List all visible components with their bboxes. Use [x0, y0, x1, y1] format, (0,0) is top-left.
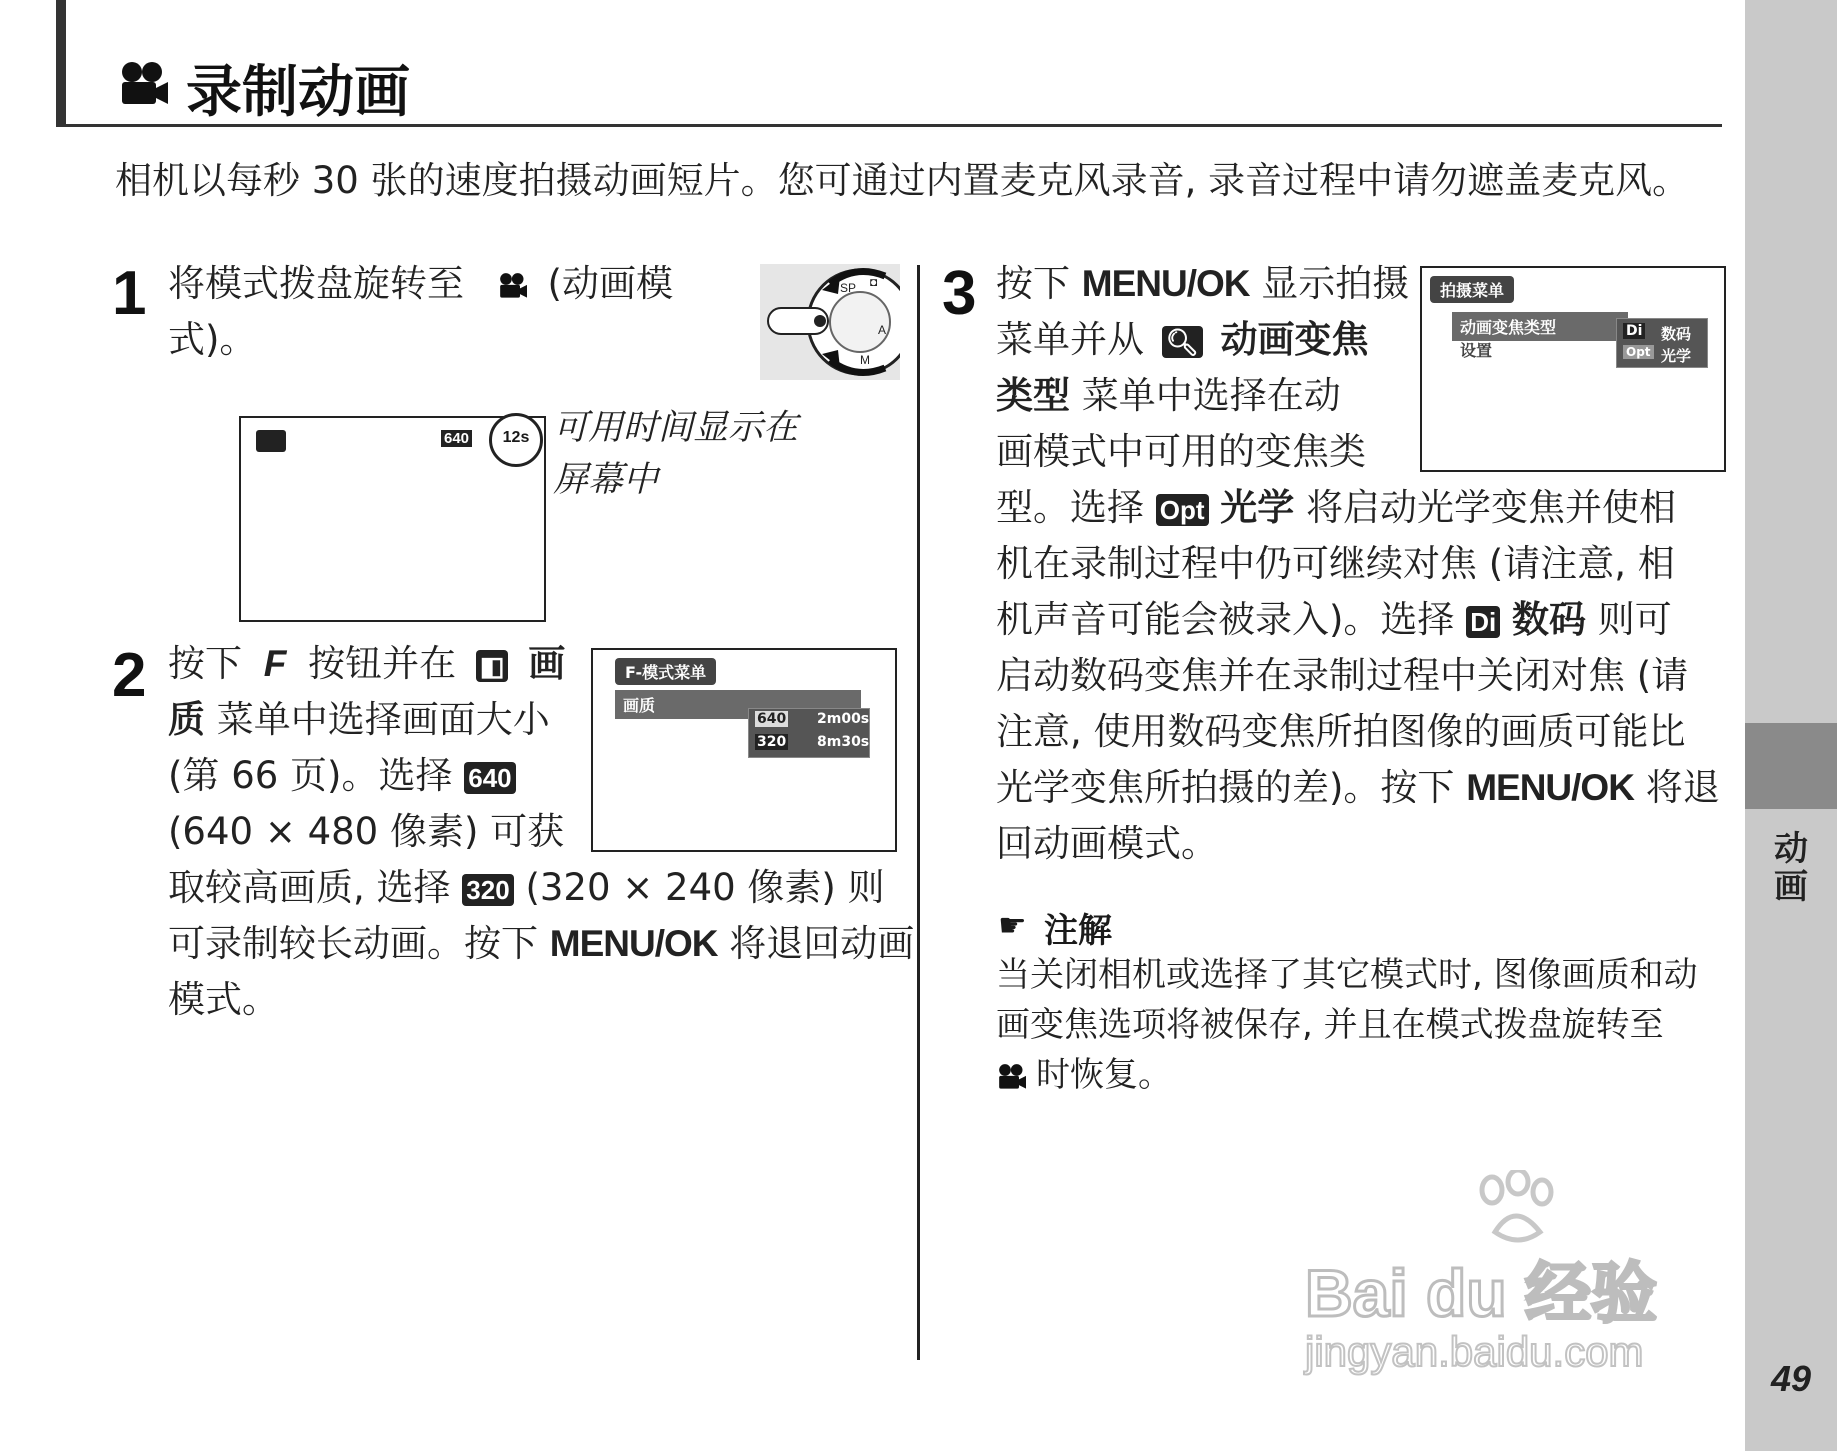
f-menu-opt1-value: 2m00s	[817, 711, 870, 727]
svg-text:A: A	[878, 323, 887, 337]
step-3-l1a: 按下	[996, 262, 1070, 305]
step-3-l7b: 数码	[1511, 598, 1586, 641]
note-text	[996, 950, 1698, 1100]
step-3-l11: 回动画模式。	[996, 822, 1218, 865]
step-1-line-2: 式)。	[168, 318, 257, 361]
step-2-number: 2	[112, 641, 147, 710]
step-3-l9: 注意, 使用数码变焦所拍图像的画质可能比	[996, 710, 1686, 753]
column-divider	[917, 265, 920, 1360]
menu-ok-label: MENU/OK	[1466, 767, 1634, 808]
step-3-l2a: 菜单并从	[996, 318, 1144, 361]
svg-text:SP: SP	[840, 281, 857, 295]
mode-dial-illustration	[760, 264, 900, 380]
step-2-l5b: (320 × 240 像素) 则	[525, 866, 885, 909]
chapter-label-char-1: 动	[1774, 829, 1808, 869]
note-hand-icon: ☛	[998, 906, 1027, 944]
step-3-l5a: 型。选择	[996, 486, 1144, 529]
movie-mode-icon	[496, 272, 530, 300]
shoot-menu-opt2-badge: Opt	[1623, 345, 1654, 359]
shoot-menu-opt1-label: 数码	[1661, 325, 1692, 343]
step-3-l5c: 将启动光学变焦并使相	[1306, 486, 1677, 529]
shoot-menu-setup-row: 设置	[1460, 341, 1493, 360]
lcd-caption-line-1: 可用时间显示在	[553, 408, 799, 448]
lcd-available-time: 12s	[502, 429, 530, 446]
size-640-badge: 640	[464, 762, 515, 794]
svg-text:M: M	[860, 353, 870, 367]
step-3-l4: 画模式中可用的变焦类	[996, 430, 1366, 473]
step-2-l7: 模式。	[168, 978, 279, 1021]
page-number: 49	[1770, 1358, 1812, 1399]
chapter-label-char-2: 画	[1774, 867, 1808, 907]
f-menu-options	[748, 708, 870, 758]
digital-zoom-badge: Di	[1466, 606, 1500, 638]
step-3-l5b: 光学	[1220, 486, 1295, 529]
step-1-text	[168, 256, 673, 368]
lcd-time-highlight	[489, 413, 543, 467]
step-3-l2b: 动画变焦	[1220, 318, 1369, 361]
step-2-l1a: 按下	[168, 642, 242, 685]
movie-camera-icon	[118, 60, 170, 108]
page-title: 录制动画	[186, 60, 410, 125]
step-3-l7c: 则可	[1597, 598, 1672, 641]
step-3-l1b: 显示拍摄	[1261, 262, 1410, 305]
step-3-l3b: 菜单中选择在动	[1081, 374, 1341, 417]
intro-text: 相机以每秒 30 张的速度拍摄动画短片。您可通过内置麦克风录音, 录音过程中请勿遮盖麦克风。	[115, 159, 1690, 202]
watermark-url: jingyan.baidu.com	[1305, 1328, 1644, 1375]
size-320-badge: 320	[462, 874, 513, 906]
note-title: 注解	[1044, 911, 1112, 951]
header-accent-bar	[56, 0, 66, 126]
image-quality-icon: ◧	[476, 650, 509, 682]
f-menu-quality-row: 画质	[615, 690, 861, 719]
lcd-movie-mode-icon	[256, 430, 286, 452]
step-2-l2b: 菜单中选择画面大小	[216, 698, 550, 741]
step-2-l1b: 按钮并在	[308, 642, 457, 685]
shoot-menu-tab: 拍摄菜单	[1430, 276, 1514, 303]
shoot-menu-opt2-label: 光学	[1661, 347, 1692, 365]
step-2-l6b: 将退回动画	[729, 922, 915, 965]
note-line-3: 时恢复。	[1036, 1055, 1172, 1095]
step-2-l2a: 质	[168, 698, 205, 741]
step-3-l3a: 类型	[996, 374, 1070, 417]
f-menu-opt2-value: 8m30s	[817, 734, 870, 750]
watermark-brand: Bai du 经验	[1305, 1256, 1658, 1330]
shoot-menu-options	[1616, 318, 1708, 368]
baidu-paw-logo	[1470, 1170, 1560, 1250]
step-2-l1c: 画	[528, 642, 566, 685]
step-3-l10b: 将退	[1645, 766, 1720, 809]
f-menu-opt1-badge: 640	[757, 711, 787, 727]
f-menu-tab: F-模式菜单	[615, 658, 716, 685]
note-line-1: 当关闭相机或选择了其它模式时, 图像画质和动	[996, 955, 1698, 995]
step-2-l5a: 取较高画质, 选择	[168, 866, 451, 909]
step-3-l10a: 光学变焦所拍摄的差)。按下	[996, 766, 1455, 809]
lcd-caption-line-2: 屏幕中	[553, 460, 659, 500]
lcd-screen-illustration	[239, 416, 546, 622]
shoot-menu-opt1-badge: Di	[1623, 323, 1645, 339]
shooting-menu-illustration	[1420, 266, 1726, 472]
step-3-l6: 机在录制过程中仍可继续对焦 (请注意, 相	[996, 542, 1675, 585]
step-3-l8: 启动数码变焦并在录制过程中关闭对焦 (请	[996, 654, 1689, 697]
shoot-menu-zoom-row: 动画变焦类型	[1452, 312, 1628, 341]
zoom-search-icon: 🔍︎	[1162, 326, 1203, 358]
step-1-line-1a: 将模式拨盘旋转至	[168, 262, 464, 305]
movie-mode-icon	[996, 1063, 1028, 1091]
step-2-l3a: (第 66 页)。选择	[168, 754, 453, 797]
step-1-line-1b: (动画模	[547, 262, 673, 305]
lcd-caption	[553, 402, 798, 506]
step-1-number: 1	[112, 259, 147, 328]
step-2-l6a: 可录制较长动画。按下	[168, 922, 538, 965]
step-2-l4: (640 × 480 像素) 可获	[168, 810, 565, 853]
f-menu-opt2-badge: 320	[757, 734, 787, 750]
optical-zoom-badge: Opt	[1156, 494, 1209, 526]
menu-ok-label: MENU/OK	[549, 923, 718, 964]
chapter-label	[1745, 830, 1837, 906]
note-line-2: 画变焦选项将被保存, 并且在模式拨盘旋转至	[996, 1005, 1664, 1045]
menu-ok-label: MENU/OK	[1081, 263, 1250, 304]
step-3-number: 3	[942, 259, 977, 328]
f-mode-menu-illustration	[591, 648, 897, 852]
svg-text:◘: ◘	[870, 275, 878, 289]
f-button-glyph: F	[263, 643, 287, 684]
step-3-l7a: 机声音可能会被录入)。选择	[996, 598, 1455, 641]
lcd-image-size-badge: 640	[441, 430, 472, 447]
chapter-tab	[1745, 723, 1837, 809]
